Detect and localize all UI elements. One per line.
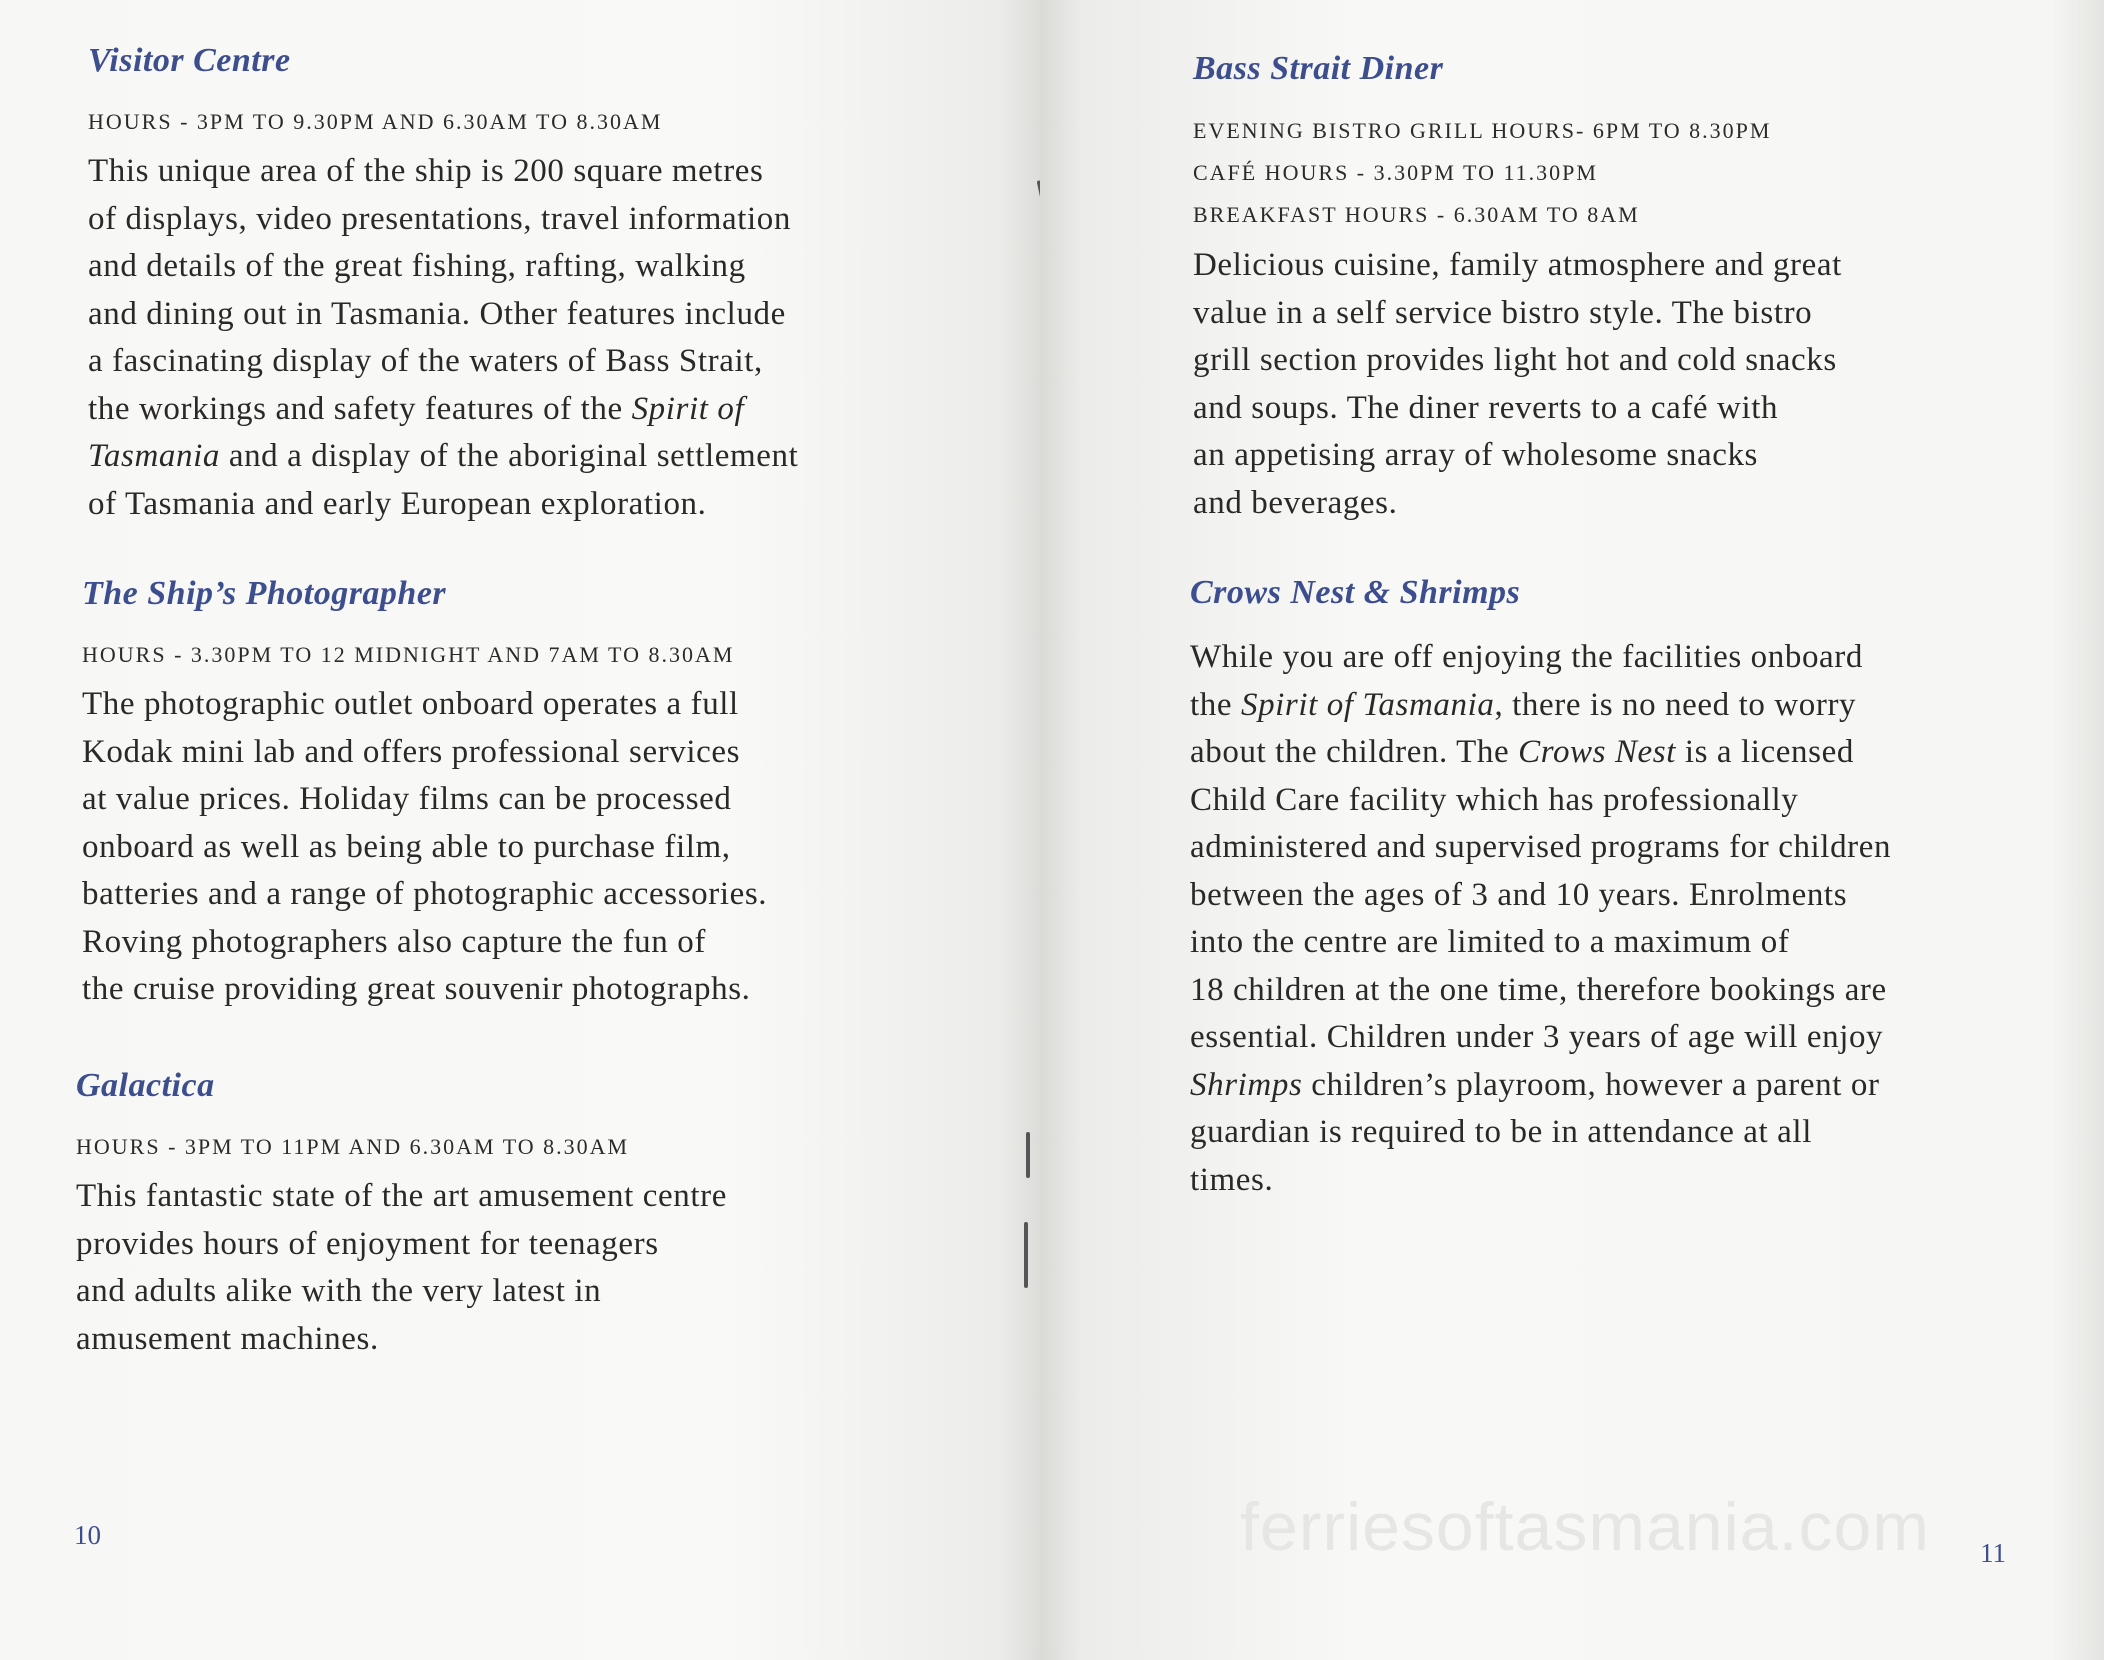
text-run: and a display of the aboriginal settlement	[219, 438, 799, 474]
body-line	[82, 824, 767, 872]
text-run: the cruise providing great souvenir photographs.	[82, 971, 751, 1007]
text-run: and beverages.	[1193, 484, 1398, 521]
text-run: and details of the great fishing, rafting, walking	[88, 248, 746, 284]
left-page	[0, 0, 1040, 1660]
section-crows-nest-shrimps	[1190, 574, 1891, 1204]
section-body	[1190, 634, 1891, 1204]
text-run: Delicious cuisine, family atmosphere and great	[1193, 247, 1842, 283]
section-bass-strait-diner	[1193, 50, 1842, 527]
body-line	[76, 1221, 727, 1269]
section-heading: The Ship’s Photographer	[82, 575, 447, 612]
body-line	[82, 919, 767, 967]
section-heading: Bass Strait Diner	[1193, 50, 1444, 87]
body-line	[88, 481, 798, 529]
body-line	[1193, 385, 1842, 433]
section-ships-photographer	[82, 575, 767, 1014]
body-line	[82, 966, 767, 1014]
text-run: into the centre are limited to a maximum of	[1190, 924, 1790, 960]
body-line	[1193, 242, 1842, 290]
text-run: grill section provides light hot and cold snacks	[1193, 342, 1837, 378]
body-line	[88, 196, 798, 244]
section-heading: Galactica	[76, 1067, 215, 1104]
body-line	[88, 386, 798, 434]
right-page	[1040, 0, 2104, 1660]
body-line	[88, 433, 798, 481]
body-line	[82, 871, 767, 919]
body-line	[1190, 1109, 1891, 1157]
body-line	[88, 291, 798, 339]
body-line	[88, 148, 798, 196]
text-run: children’s playroom, however a parent or	[1302, 1066, 1880, 1103]
text-run: an appetising array of wholesome snacks	[1193, 437, 1758, 473]
text-run: the workings and safety features of the	[88, 390, 632, 427]
section-body	[76, 1173, 727, 1363]
body-line	[1190, 872, 1891, 920]
text-run: administered and supervised programs for children	[1190, 829, 1892, 865]
body-line	[1193, 480, 1842, 528]
body-line	[82, 729, 767, 777]
body-line	[1190, 1014, 1891, 1062]
body-line	[1190, 634, 1891, 682]
text-run: The photographic outlet onboard operates a full	[82, 686, 739, 722]
hours-line: HOURS - 3.30PM TO 12 MIDNIGHT AND 7AM TO 8.30AM	[82, 642, 735, 667]
text-run: about the children. The	[1190, 734, 1519, 770]
section-heading: Visitor Centre	[88, 42, 291, 79]
text-run: between the ages of 3 and 10 years. Enrolments	[1190, 876, 1848, 913]
body-line	[1190, 919, 1891, 967]
hours-line: BREAKFAST HOURS - 6.30AM TO 8AM	[1193, 202, 1640, 227]
italic-title: Spirit of Tasmania	[1240, 686, 1495, 723]
italic-title: Tasmania	[88, 438, 220, 474]
text-run: Child Care facility which has professionally	[1190, 781, 1799, 818]
text-run: essential. Children under 3 years of age will enjoy	[1190, 1019, 1884, 1055]
body-line	[88, 338, 798, 386]
italic-title: Shrimps	[1190, 1066, 1303, 1103]
text-run: and dining out in Tasmania. Other features include	[88, 295, 786, 332]
text-run: of Tasmania and early European exploration.	[88, 485, 707, 522]
text-run: Kodak mini lab and offers professional services	[82, 733, 741, 770]
body-line	[1193, 432, 1842, 480]
body-line	[76, 1173, 727, 1221]
text-run: a fascinating display of the waters of Bass Strait,	[88, 343, 763, 379]
body-line	[1190, 967, 1891, 1015]
body-line	[1193, 337, 1842, 385]
text-run: and soups. The diner reverts to a café with	[1193, 389, 1779, 426]
text-run: and adults alike with the very latest in	[76, 1273, 602, 1309]
body-line	[1190, 1062, 1891, 1110]
section-body	[1193, 242, 1842, 527]
body-line	[76, 1268, 727, 1316]
text-run: Roving photographers also capture the fun of	[82, 923, 706, 960]
italic-title: Spirit of	[631, 390, 745, 427]
section-heading: Crows Nest & Shrimps	[1190, 574, 1521, 611]
text-run: This fantastic state of the art amusement centre	[76, 1178, 727, 1214]
staple-mark	[1026, 1132, 1030, 1178]
body-line	[1190, 729, 1891, 777]
staple-mark	[1024, 1222, 1028, 1288]
page-number-right: 11	[1980, 1538, 2006, 1568]
hours-line: HOURS - 3PM TO 9.30PM AND 6.30AM TO 8.30AM	[88, 109, 663, 134]
text-run: value in a self service bistro style. The bistro	[1193, 294, 1813, 331]
text-run: times.	[1190, 1161, 1274, 1198]
body-line	[88, 243, 798, 291]
text-run: is a licensed	[1676, 734, 1854, 770]
text-run: guardian is required to be in attendance at all	[1190, 1114, 1812, 1150]
body-line	[82, 776, 767, 824]
text-run: batteries and a range of photographic accessories.	[82, 876, 768, 912]
text-run: 18 children at the one time, therefore bookings are	[1190, 971, 1887, 1008]
body-line	[1190, 682, 1891, 730]
hours-line: EVENING BISTRO GRILL HOURS- 6PM TO 8.30PM	[1193, 118, 1772, 143]
body-line	[76, 1316, 727, 1364]
watermark-text: ferriesoftasmania.com	[1240, 1489, 1930, 1565]
text-run: , there is no need to worry	[1494, 686, 1857, 723]
text-run: at value prices. Holiday films can be processed	[82, 781, 732, 817]
body-line	[1193, 290, 1842, 338]
section-body	[82, 681, 767, 1014]
page-number-left: 10	[74, 1520, 101, 1550]
text-run: While you are off enjoying the facilities onboard	[1190, 639, 1863, 675]
section-body	[88, 148, 798, 528]
text-run: amusement machines.	[76, 1320, 379, 1357]
body-line	[1190, 824, 1891, 872]
body-line	[82, 681, 767, 729]
text-run: the	[1190, 686, 1241, 723]
text-run: This unique area of the ship is 200 square metres	[88, 153, 764, 189]
italic-title: Crows Nest	[1518, 734, 1677, 770]
hours-line: HOURS - 3PM TO 11PM AND 6.30AM TO 8.30AM	[76, 1134, 630, 1159]
text-run: of displays, video presentations, travel information	[88, 200, 791, 237]
section-galactica	[76, 1067, 727, 1363]
text-run: onboard as well as being able to purchase film,	[82, 828, 731, 865]
hours-line: CAFÉ HOURS - 3.30PM TO 11.30PM	[1193, 160, 1598, 185]
body-line	[1190, 1157, 1891, 1205]
text-run: provides hours of enjoyment for teenagers	[76, 1225, 659, 1262]
body-line	[1190, 777, 1891, 825]
section-visitor-centre	[88, 42, 798, 528]
